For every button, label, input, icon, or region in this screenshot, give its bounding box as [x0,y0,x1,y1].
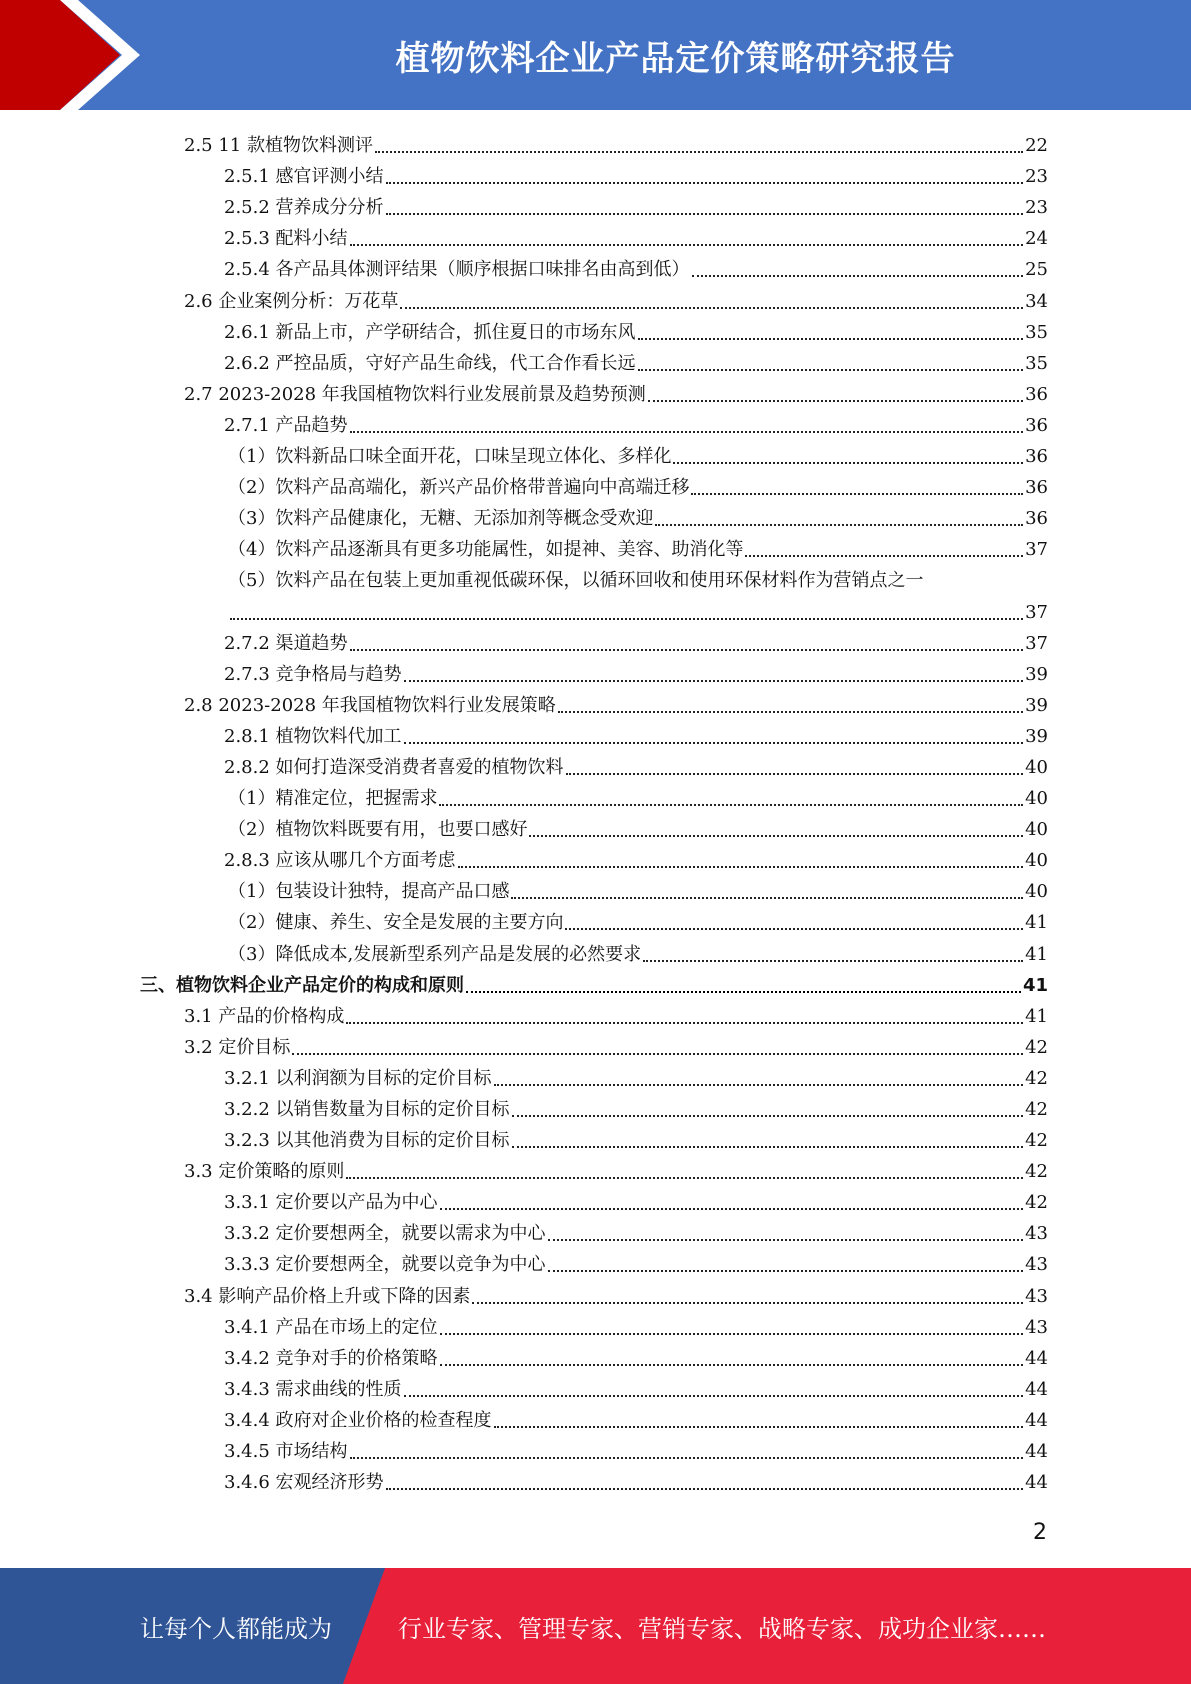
toc-entry-page: 41 [1022,974,1048,996]
toc-entry-page: 39 [1025,663,1048,685]
toc-entry[interactable] [140,470,1048,501]
toc-entry-page: 37 [1025,539,1048,561]
toc-entry-title: （2）植物饮料既要有用，也要口感好 [228,819,528,841]
toc-entry-title: （1）精准定位，把握需求 [228,788,438,810]
toc-entry[interactable] [140,377,1048,408]
toc-entry[interactable] [140,1341,1048,1372]
toc-entry[interactable] [140,1154,1048,1185]
toc-entry-title: （1）包装设计独特，提高产品口感 [228,881,510,903]
toc-entry-page: 43 [1025,1254,1048,1276]
footer-slogan-left: 让每个人都能成为 [140,1614,332,1643]
toc-entry-page: 36 [1025,477,1048,499]
toc-entry-title: （5）饮料产品在包装上更加重视低碳环保，以循环回收和使用环保材料作为营销点之一 [228,570,924,592]
toc-entry-title: （1）饮料新品口味全面开花，口味呈现立体化、多样化 [228,446,672,468]
toc-entry-title: 2.7.1 产品趋势 [224,414,348,436]
toc-entry[interactable] [140,1434,1048,1465]
toc-entry-title: 3.4.5 市场结构 [224,1441,348,1463]
toc-entry-title: 3.2.1 以利润额为目标的定价目标 [224,1067,492,1089]
toc-entry-title: 2.7.2 渠道趋势 [224,632,348,654]
toc-entry[interactable] [140,252,1048,283]
toc-entry-title: 3.4.6 宏观经济形势 [224,1472,384,1494]
toc-entry-page: 22 [1025,135,1048,157]
toc-entry[interactable] [140,936,1048,967]
toc-entry-page: 34 [1025,290,1048,312]
toc-entry-page: 40 [1025,756,1048,778]
toc-entry-page: 36 [1025,508,1048,530]
toc-entry[interactable] [140,1216,1048,1247]
toc-entry[interactable] [140,1465,1048,1496]
toc-entry-page: 43 [1025,1223,1048,1245]
toc-entry-title: 2.6.1 新品上市，产学研结合，抓住夏日的市场东风 [224,321,636,343]
toc-entry-title: （2）健康、养生、安全是发展的主要方向 [228,912,564,934]
toc-entry-page: 36 [1025,414,1048,436]
toc-dot-leader [529,835,1023,837]
toc-entry[interactable] [140,1310,1048,1341]
toc-entry-page: 40 [1025,819,1048,841]
toc-entry-title: 三、植物饮料企业产品定价的构成和原则 [140,974,464,996]
toc-entry[interactable] [140,501,1048,532]
toc-entry[interactable] [140,128,1048,159]
toc-entry-page: 35 [1025,321,1048,343]
toc-entry-title: 3.4.1 产品在市场上的定位 [224,1316,438,1338]
toc-entry-page: 41 [1025,943,1048,965]
toc-entry-title: 2.8.3 应该从哪几个方面考虑 [224,850,456,872]
toc-dot-leader [292,1053,1023,1055]
toc-dot-leader [404,1395,1024,1397]
toc-entry-title: 3.3 定价策略的原则 [184,1161,345,1183]
toc-entry-page: 42 [1025,1192,1048,1214]
toc-entry-title: （3）降低成本,发展新型系列产品是发展的必然要求 [228,943,642,965]
toc-dot-leader [350,649,1024,651]
toc-entry[interactable] [140,346,1048,377]
toc-entry[interactable] [140,439,1048,470]
header-chevron-decoration [0,0,160,110]
toc-entry-page: 35 [1025,352,1048,374]
toc-entry[interactable] [140,750,1048,781]
toc-entry-page: 43 [1025,1316,1048,1338]
toc-entry-page: 37 [1025,601,1048,623]
page-number: 2 [1033,1520,1047,1545]
toc-entry[interactable] [140,1247,1048,1278]
toc-entry-page: 44 [1025,1347,1048,1369]
toc-entry-title: 3.4 影响产品价格上升或下降的因素 [184,1285,471,1307]
toc-dot-leader [439,804,1023,806]
toc-dot-leader [565,928,1023,930]
toc-entry-page: 37 [1025,632,1048,654]
toc-entry[interactable] [140,1403,1048,1434]
toc-dot-leader [472,1302,1023,1304]
toc-entry-page: 42 [1025,1130,1048,1152]
toc-entry-title: 3.3.3 定价要想两全，就要以竞争为中心 [224,1254,546,1276]
toc-entry-title: 2.8.2 如何打造深受消费者喜爱的植物饮料 [224,756,564,778]
toc-entry-page: 42 [1025,1036,1048,1058]
toc-dot-leader [458,866,1024,868]
toc-entry[interactable] [140,1030,1048,1061]
toc-entry[interactable] [140,1278,1048,1309]
toc-dot-leader [440,1364,1024,1366]
toc-entry[interactable] [140,1061,1048,1092]
toc-entry[interactable] [140,688,1048,719]
report-header [0,0,1191,110]
toc-dot-leader [673,462,1023,464]
toc-entry[interactable] [140,1123,1048,1154]
toc-entry-page: 42 [1025,1161,1048,1183]
toc-entry-page: 44 [1025,1378,1048,1400]
toc-dot-leader [648,400,1023,402]
toc-entry[interactable] [140,408,1048,439]
toc-dot-leader [466,991,1021,993]
toc-entry-title: 3.2.3 以其他消费为目标的定价目标 [224,1130,510,1152]
toc-entry[interactable] [140,812,1048,843]
toc-entry-page: 44 [1025,1441,1048,1463]
toc-dot-leader [745,555,1023,557]
toc-entry-page: 25 [1025,259,1048,281]
toc-entry[interactable] [140,159,1048,190]
toc-entry-page: 41 [1025,912,1048,934]
toc-entry[interactable] [140,190,1048,221]
toc-entry-title: 3.2 定价目标 [184,1036,291,1058]
toc-dot-leader [511,897,1023,899]
toc-entry-title: 2.5.4 各产品具体测评结果（顺序根据口味排名由高到低） [224,259,690,281]
toc-entry[interactable] [140,594,1048,625]
toc-entry-title: （3）饮料产品健康化，无糖、无添加剂等概念受欢迎 [228,508,654,530]
toc-entry-page: 40 [1025,881,1048,903]
toc-entry[interactable] [140,968,1048,999]
toc-entry-title: （4）饮料产品逐渐具有更多功能属性，如提神、美容、助消化等 [228,539,744,561]
toc-entry-page: 36 [1025,446,1048,468]
toc-entry[interactable] [140,999,1048,1030]
table-of-contents [140,128,1048,1496]
toc-entry[interactable] [140,843,1048,874]
toc-entry[interactable] [140,657,1048,688]
toc-dot-leader [400,307,1023,309]
toc-entry-title: 2.8 2023-2028 年我国植物饮料行业发展策略 [184,694,556,716]
toc-dot-leader [440,1208,1024,1210]
toc-entry-title: 2.7 2023-2028 年我国植物饮料行业发展前景及趋势预测 [184,383,646,405]
toc-dot-leader [548,1270,1024,1272]
toc-entry-page: 39 [1025,694,1048,716]
toc-entry-title: （2）饮料产品高端化，新兴产品价格带普遍向中高端迁移 [228,477,690,499]
toc-dot-leader [404,742,1024,744]
toc-dot-leader [404,680,1024,682]
toc-entry-title: 3.3.2 定价要想两全，就要以需求为中心 [224,1223,546,1245]
toc-entry-page: 44 [1025,1472,1048,1494]
toc-dot-leader [440,1333,1024,1335]
toc-entry[interactable] [140,626,1048,657]
toc-entry-page: 24 [1025,228,1048,250]
toc-entry[interactable] [140,315,1048,346]
toc-dot-leader [643,960,1023,962]
toc-entry-title: 2.8.1 植物饮料代加工 [224,725,402,747]
toc-entry-title: 2.5.3 配料小结 [224,228,348,250]
toc-dot-leader [494,1426,1024,1428]
toc-entry-title: 2.5.2 营养成分分析 [224,197,384,219]
toc-dot-leader [386,1488,1024,1490]
toc-entry-title: 3.1 产品的价格构成 [184,1005,345,1027]
toc-entry-page: 42 [1025,1067,1048,1089]
toc-entry-title: 3.4.3 需求曲线的性质 [224,1378,402,1400]
toc-dot-leader [691,493,1023,495]
toc-dot-leader [350,431,1024,433]
toc-entry-title: 3.4.2 竞争对手的价格策略 [224,1347,438,1369]
toc-entry[interactable] [140,532,1048,563]
toc-entry-page: 42 [1025,1099,1048,1120]
toc-entry-page: 40 [1025,850,1048,872]
toc-dot-leader [692,275,1024,277]
toc-entry[interactable] [140,1092,1048,1123]
toc-dot-leader [346,1177,1023,1179]
footer-slogan-right: 行业专家、管理专家、营销专家、战略专家、成功企业家…… [398,1614,1046,1643]
toc-dot-leader [512,1115,1024,1117]
toc-entry[interactable] [140,563,1048,594]
toc-entry-page: 43 [1025,1285,1048,1307]
toc-entry[interactable] [140,1185,1048,1216]
toc-dot-leader [386,213,1024,215]
toc-dot-leader [638,369,1024,371]
toc-entry-title: 3.3.1 定价要以产品为中心 [224,1192,438,1214]
toc-entry-title: 2.6.2 严控品质，守好产品生命线，代工合作看长远 [224,352,636,374]
toc-entry[interactable] [140,874,1048,905]
toc-dot-leader [638,338,1024,340]
toc-entry-title: 2.6 企业案例分析：万花草 [184,290,399,312]
toc-entry-page: 44 [1025,1409,1048,1431]
toc-entry-title: 3.4.4 政府对企业价格的检查程度 [224,1409,492,1431]
toc-entry-title: 3.2.2 以销售数量为目标的定价目标 [224,1099,510,1120]
toc-dot-leader [375,151,1023,153]
report-title: 植物饮料企业产品定价策略研究报告 [395,38,956,79]
toc-dot-leader [350,1457,1024,1459]
toc-entry-page: 40 [1025,788,1048,810]
report-footer [0,1568,1191,1684]
toc-dot-leader [548,1239,1024,1241]
toc-dot-leader [566,773,1024,775]
toc-entry[interactable] [140,905,1048,936]
toc-dot-leader [386,182,1024,184]
toc-dot-leader [512,1146,1024,1148]
toc-entry-page: 39 [1025,725,1048,747]
toc-dot-leader [558,711,1023,713]
toc-dot-leader [350,244,1024,246]
toc-entry[interactable] [140,781,1048,812]
toc-entry-page: 41 [1025,1005,1048,1027]
toc-entry-title: 2.5.1 感官评测小结 [224,166,384,188]
toc-entry-page: 23 [1025,197,1048,219]
toc-entry[interactable] [140,283,1048,314]
toc-entry-title: 2.5 11 款植物饮料测评 [184,135,373,157]
toc-dot-leader [655,524,1023,526]
toc-entry[interactable] [140,221,1048,252]
toc-dot-leader [230,618,1023,620]
toc-entry-page: 23 [1025,166,1048,188]
toc-entry[interactable] [140,719,1048,750]
toc-entry-page: 36 [1025,383,1048,405]
toc-dot-leader [346,1022,1023,1024]
toc-dot-leader [494,1084,1024,1086]
toc-entry[interactable] [140,1372,1048,1403]
toc-entry-title: 2.7.3 竞争格局与趋势 [224,663,402,685]
